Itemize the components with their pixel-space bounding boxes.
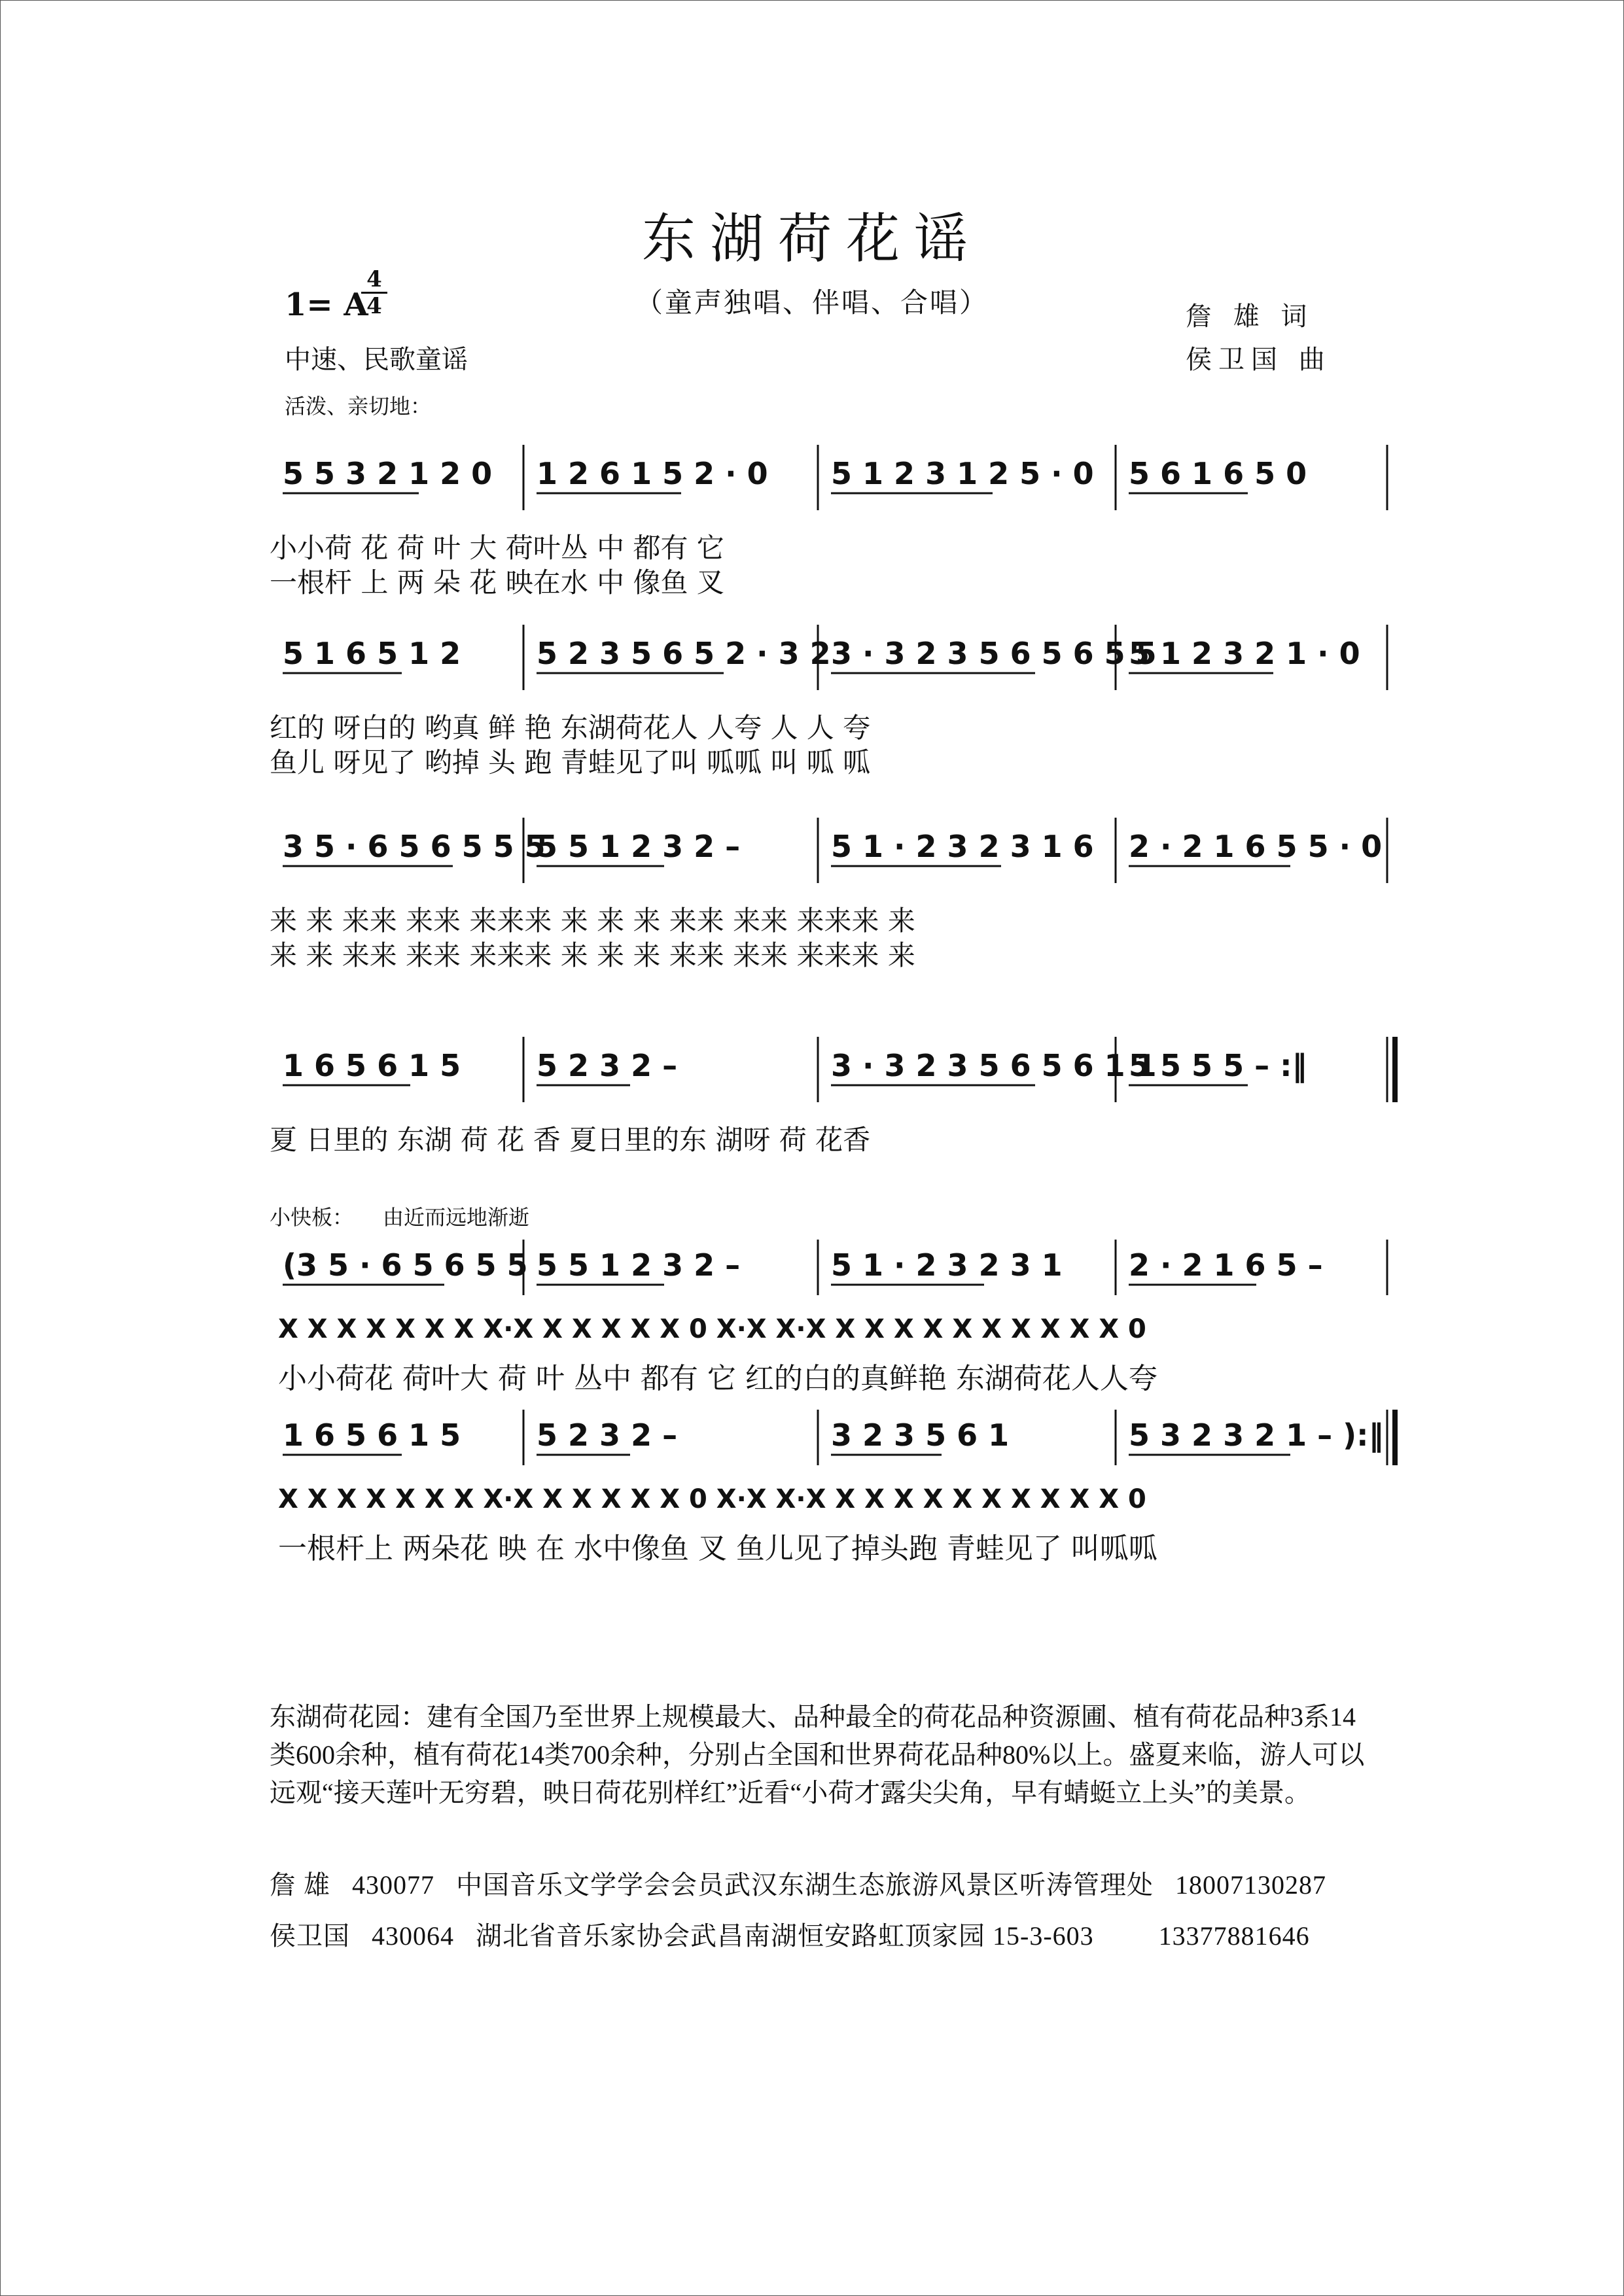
measure-notes: 5 5 1 2 3 2 – (537, 829, 741, 864)
measure-notes: 5 6 1 6 5 0 (1129, 456, 1307, 491)
contact-name: 詹 雄 (270, 1870, 330, 1900)
chant-lyrics: 一根杆上 两朵花 映 在 水中像鱼 叉 鱼儿见了掉头跑 青蛙见了 叫呱呱 (278, 1532, 1157, 1565)
measure-notes: (3 5 · 6 5 6 5 5 (283, 1247, 528, 1283)
measure-notes: 5 1 6 5 1 2 (283, 636, 461, 671)
measure-notes: 3 · 3 2 3 5 6 5 6 5 5 (831, 636, 1157, 671)
measure-notes: 3 2 3 5 6 1 (831, 1418, 1010, 1453)
measure-notes: 3 · 3 2 3 5 6 5 6 1 1 (831, 1048, 1157, 1083)
measure-notes: 5 1 2 3 2 1 · 0 (1129, 636, 1360, 671)
measure-notes: 3 5 · 6 5 6 5 5 5 (283, 829, 546, 864)
lyric-line-2: 鱼儿 呀见了 哟掉 头 跑 青蛙见了叫 呱呱 叫 呱 呱 (270, 746, 871, 778)
contact-org: 湖北省音乐家协会武昌南湖恒安路虹顶家园 15-3-603 (476, 1921, 1094, 1951)
measure-notes: 1 6 5 6 1 5 (283, 1048, 461, 1083)
song-title: 东湖荷花谣 (641, 208, 982, 270)
measure-notes: 5 5 3 2 1 2 0 (283, 456, 493, 491)
contact-phone: 13377881646 (1158, 1921, 1310, 1951)
measure-notes: 5 1 · 2 3 2 3 1 (831, 1247, 1063, 1283)
contact-zip: 430064 (372, 1921, 454, 1951)
rhythm-line: X X X X X X X X·X X X X X X 0 X·X X·X X X X X X X X X X X 0 (278, 1314, 1146, 1344)
expression-marking: 活泼、亲切地： (285, 394, 432, 419)
song-subtitle: （童声独唱、伴唱、合唱） (635, 287, 989, 319)
lyric-line-1: 小小荷 花 荷 叶 大 荷叶丛 中 都有 它 (270, 532, 724, 564)
allegro-direction: 由近而远地渐逝 (383, 1205, 530, 1230)
lyricist-credit: 詹 雄 词 (1186, 302, 1314, 332)
rhythm-line: X X X X X X X X·X X X X X X 0 X·X X·X X X X X X X X X X X 0 (278, 1484, 1146, 1514)
measure-notes: 1 6 5 6 1 5 (283, 1418, 461, 1453)
garden-description: 东湖荷花园：建有全国乃至世界上规模最大、品种最全的荷花品种资源圃、植有荷花品种3系14类600余种，植有荷花14类700余种，分别占全国和世界荷花品种80%以上。盛夏来临，游人可以远观“接天莲叶无穷碧，映日荷花别样红”近看“小荷才露尖尖角，早有蜻蜓立上头”的美景。 (270, 1702, 1365, 1807)
measure-notes: 5 5 1 2 3 2 – (537, 1247, 741, 1283)
measure-notes: 5 2 3 2 – (537, 1048, 678, 1083)
chant-lyrics: 小小荷花 荷叶大 荷 叶 丛中 都有 它 红的白的真鲜艳 东湖荷花人人夸 (278, 1362, 1157, 1395)
tempo-marking: 中速、民歌童谣 (285, 345, 468, 375)
measure-notes: 5 5 5 5 – :‖ (1129, 1048, 1307, 1083)
contact-composer (270, 1915, 1310, 1953)
key-signature: 1= A (285, 287, 368, 323)
lyric-line-1: 来 来 来来 来来 来来来 来 来 来 来来 来来 来来来 来 (270, 905, 915, 937)
measure-notes: 5 2 3 2 – (537, 1418, 678, 1453)
contact-lyricist (270, 1864, 1326, 1902)
measure-notes: 5 1 2 3 1 2 5 · 0 (831, 456, 1094, 491)
time-signature-top: 4 (366, 266, 382, 292)
contact-zip: 430077 (352, 1870, 434, 1900)
lyric-line-2: 来 来 来来 来来 来来来 来 来 来 来来 来来 来来来 来 (270, 939, 915, 971)
measure-notes: 5 3 2 3 2 1 – ):‖ (1129, 1418, 1384, 1453)
measure-notes: 5 1 · 2 3 2 3 1 6 (831, 829, 1094, 864)
composer-credit: 侯卫国 曲 (1186, 345, 1332, 375)
measure-notes: 2 · 2 1 6 5 5 · 0 (1129, 829, 1383, 864)
contact-org: 中国音乐文学学会会员武汉东湖生态旅游风景区听涛管理处 (456, 1870, 1154, 1900)
allegro-label: 小快板： (270, 1205, 354, 1230)
contact-name: 侯卫国 (270, 1921, 350, 1951)
lyric-line-1: 夏 日里的 东湖 荷 花 香 夏日里的东 湖呀 荷 花香 (270, 1124, 871, 1156)
lyric-line-2: 一根杆 上 两 朵 花 映在水 中 像鱼 叉 (270, 566, 724, 599)
measure-notes: 2 · 2 1 6 5 – (1129, 1247, 1323, 1283)
time-signature-bottom: 4 (361, 292, 387, 319)
measure-notes: 1 2 6 1 5 2 · 0 (537, 456, 768, 491)
contact-phone: 18007130287 (1175, 1870, 1326, 1900)
lyric-line-1: 红的 呀白的 哟真 鲜 艳 东湖荷花人 人夸 人 人 夸 (270, 712, 871, 744)
measure-notes: 5 2 3 5 6 5 2 · 3 2 (537, 636, 831, 671)
